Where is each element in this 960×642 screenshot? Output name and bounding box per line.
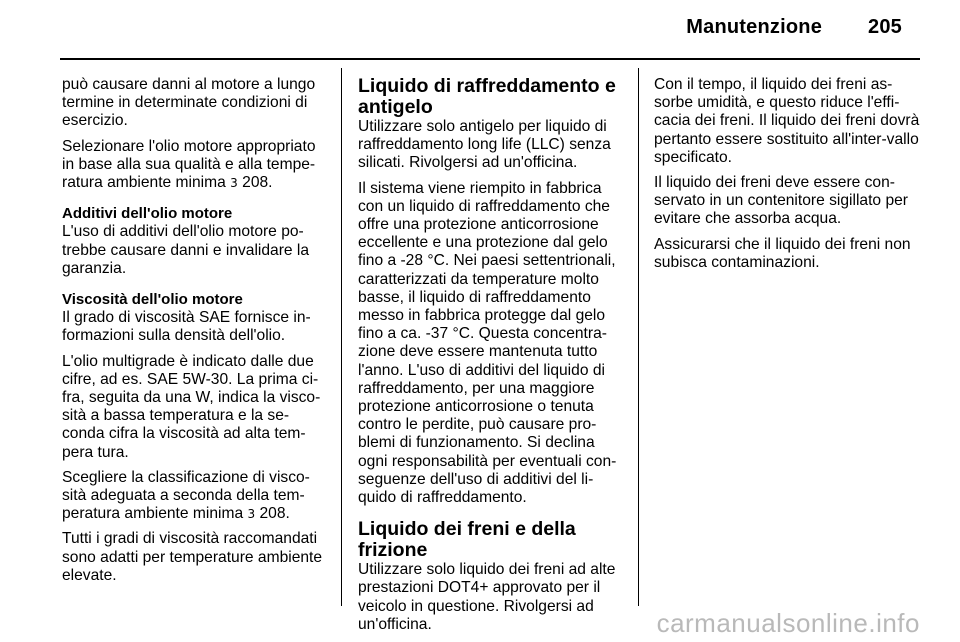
column-2 (358, 76, 626, 641)
paragraph: Scegliere la classificazione di visco-sità adeguata a seconda della tem-peratura ambiente minima 3 208. (62, 468, 310, 523)
column-divider-2 (638, 68, 639, 606)
column-3 (654, 76, 922, 279)
paragraph: Selezionare l'olio motore appropriato in base alla sua qualità e alla tempe-ratura ambiente minima 3 208. (62, 137, 316, 192)
subheading-viscosita: Viscosità dell'olio motore (62, 291, 243, 309)
paragraph: L'olio multigrade è indicato dalle due cifre, ad es. SAE 5W-30. La prima ci-fra, seguita da una W, indica la visco-sità a bassa temperatura e la se-conda cifra la viscosità ad alta tem-pera tura. (62, 352, 321, 461)
page-number: 205 (868, 16, 902, 38)
paragraph: può causare danni al motore a lungo termine in determinate condizioni di esercizio. (62, 76, 316, 130)
paragraph: Utilizzare solo liquido dei freni ad alte prestazioni DOT4+ approvato per il veicolo in questione. Rivolgersi ad un'officina. (358, 561, 616, 633)
heading-coolant: Liquido di raffreddamento e antigelo (358, 75, 616, 118)
paragraph: Il sistema viene riempito in fabbrica con un liquido di raffreddamento che offre una protezione anticorrosione eccellente e una protezione dal gelo fino a -28 °C. Nei paesi settentrionali, caratterizzati da temperature molto basse, il liquido di raffreddamento messo in fabbrica protegge dal gelo fino a ca. -37 °C. Questa concentra-zione deve essere mantenuta tutto l'anno. L'uso di additivi del liquido di raffreddamento, per una maggiore protezione anticorrosione o tenuta contro le perdite, può causare pro-blemi di funzionamento. Si declina ogni responsabilità per eventuali con-seguenze dell'uso di additivi del li-quido di raffreddamento. (358, 179, 617, 507)
section-title: Manutenzione (686, 16, 823, 38)
paragraph: Utilizzare solo antigelo per liquido di raffreddamento long life (LLC) senza silicati. Rivolgersi ad un'officina. (358, 118, 611, 172)
subheading-additivi: Additivi dell'olio motore (62, 205, 233, 223)
header-divider (60, 58, 920, 60)
paragraph: Il grado di viscosità SAE fornisce in-formazioni sulla densità dell'olio. (62, 309, 311, 345)
cross-reference-icon: 3 (247, 507, 256, 522)
heading-brake-fluid: Liquido dei freni e della frizione (358, 518, 576, 562)
cross-reference-icon: 3 (230, 176, 238, 191)
watermark: carmanualsonline.info (656, 608, 920, 638)
paragraph: Il liquido dei freni deve essere con-servato in un contenitore sigillato per evitare che assorba acqua. (654, 174, 908, 228)
paragraph: Con il tempo, il liquido dei freni as-sorbe umidità, e questo riduce l'effi-cacia dei freni. Il liquido dei freni dovrà pertanto essere sostituito all'inter-vallo specificato. (654, 76, 920, 166)
page-header (686, 16, 902, 39)
column-1 (62, 76, 330, 592)
page-reference: 208. (242, 174, 273, 192)
column-divider-1 (341, 68, 342, 606)
paragraph: L'uso di additivi dell'olio motore po-trebbe causare danni e invalidare la garanzia. (62, 223, 310, 277)
paragraph: Assicurarsi che il liquido dei freni non subisca contaminazioni. (654, 235, 911, 271)
page-reference: 208. (259, 505, 290, 523)
paragraph: Tutti i gradi di viscosità raccomandati sono adatti per temperature ambiente elevate. (62, 530, 323, 584)
